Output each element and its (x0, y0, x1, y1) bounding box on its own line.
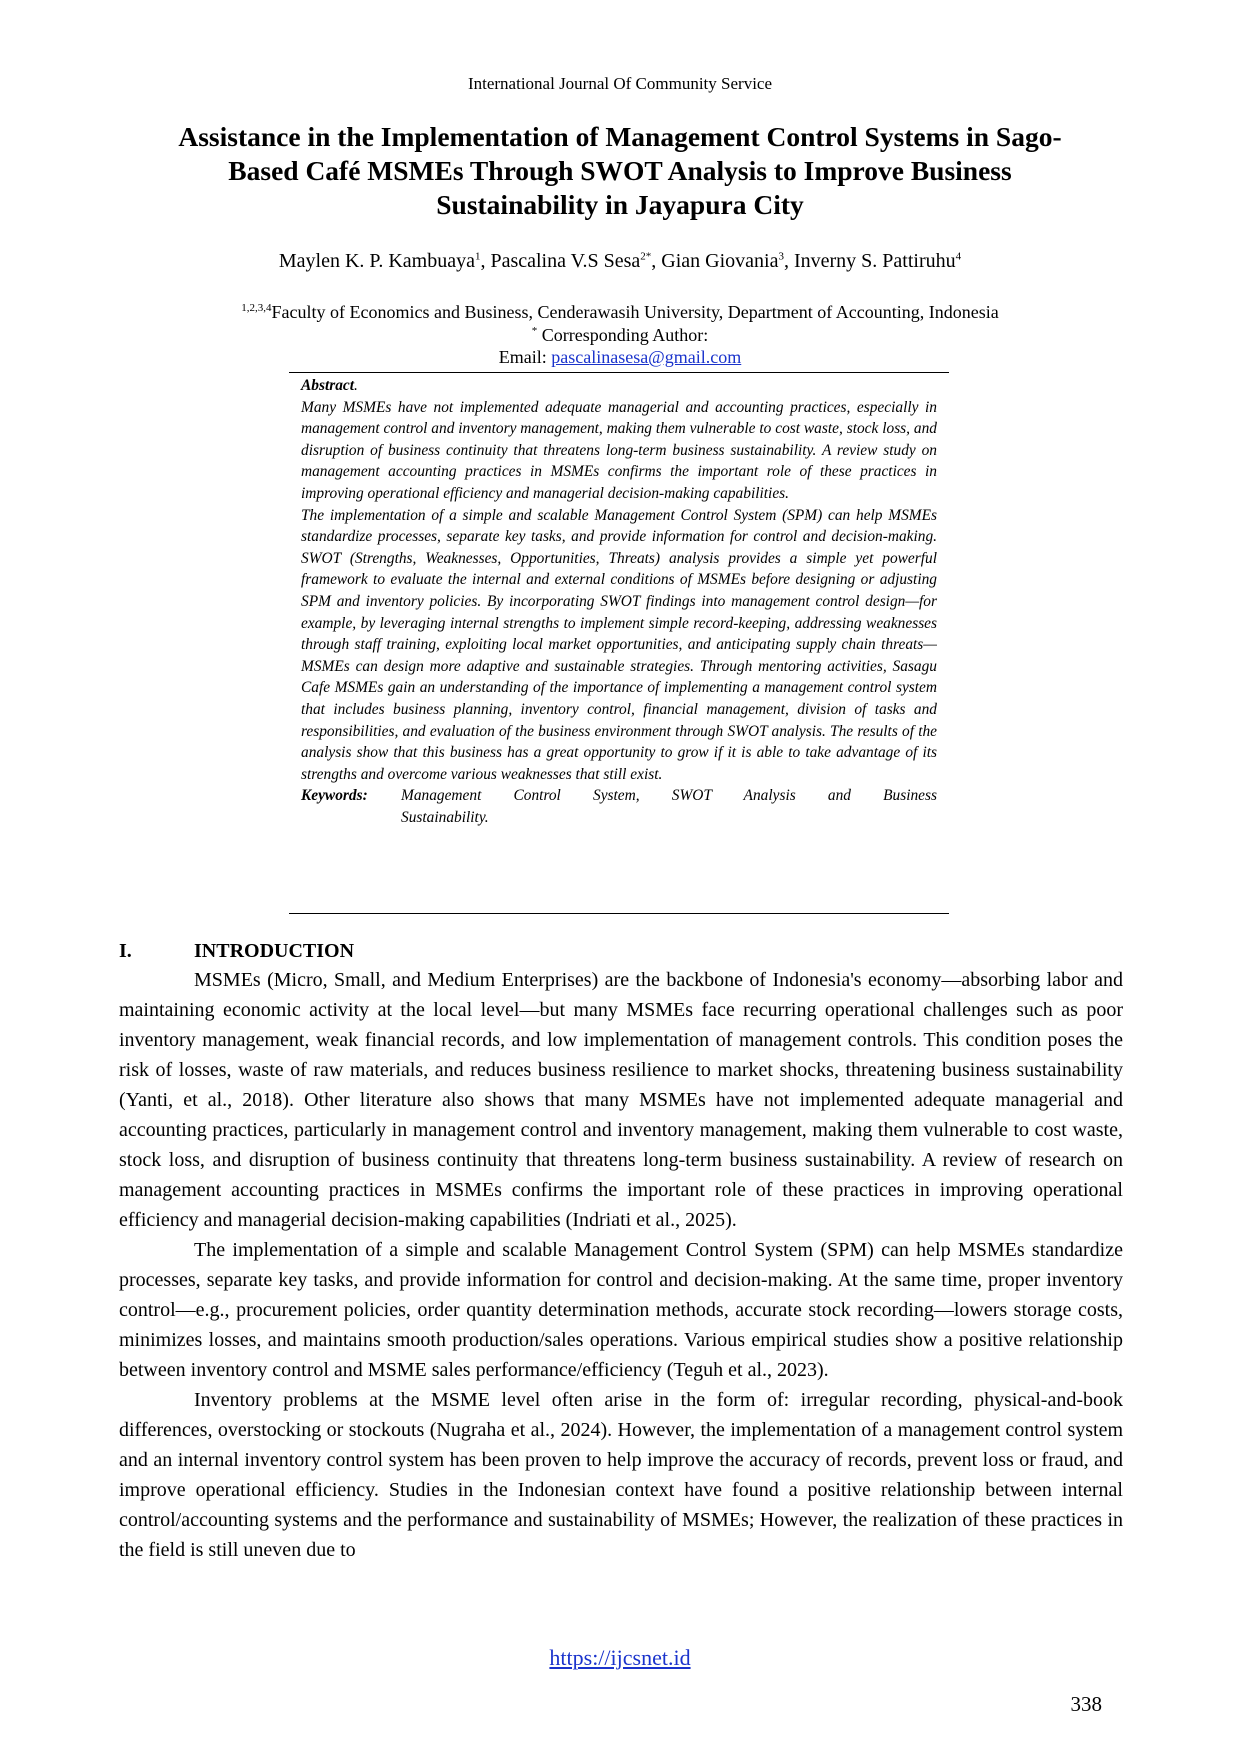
body-paragraph: The implementation of a simple and scalable Management Control System (SPM) can help MSMEs standardize processes, separate key tasks, and provide information for control and decision-making. At the same time, proper inventory control—e.g., procurement policies, order quantity determination methods, accurate stock recording—lowers storage costs, minimizes losses, and maintains smooth production/sales operations. Various empirical studies show a positive relationship between inventory control and MSME sales performance/efficiency (Teguh et al., 2023). (119, 1239, 1123, 1381)
footer-url (0, 1645, 1240, 1671)
email-link[interactable]: pascalinasesa@gmail.com (551, 347, 742, 367)
abstract-paragraph: Many MSMEs have not implemented adequate managerial and accounting practices, especially in management control and inventory management, making them vulnerable to cost waste, stock loss, and disruption of business continuity that threatens long-term business sustainability. A review study on management accounting practices in MSMEs confirms the important role of these practices in improving operational efficiency and managerial decision-making capabilities. (301, 398, 937, 502)
keywords-text-continued: Sustainability. (401, 808, 489, 826)
affiliation-text: Faculty of Economics and Business, Cenderawasih University, Department of Accounting, Indonesia (271, 302, 999, 322)
keywords-label: Keywords: (301, 787, 368, 805)
paper-title (130, 120, 1110, 222)
keywords-text: Management Control System, SWOT Analysis and Business (401, 787, 937, 805)
email-line (0, 346, 1240, 369)
author-list: Maylen K. P. Kambuaya$^1$, Pascalina V.S Sesa$^{2*}$, Gian Giovania$^3$, Inverny S. Pattiruhu$^4$ (278, 250, 962, 272)
journal-header: International Journal Of Community Service (467, 74, 773, 93)
corresponding-label: Corresponding Author: (537, 324, 709, 345)
author-affiliation-mark: 2* (640, 250, 652, 263)
abstract-content (301, 375, 937, 828)
affiliation-mark: 1,2,3,4 (241, 302, 272, 314)
abstract-heading: Abstract. (301, 377, 358, 394)
abstract-label: Abstract (301, 377, 355, 394)
author-affiliation-mark: 3 (778, 250, 784, 263)
abstract-paragraph: The implementation of a simple and scalable Management Control System (SPM) can help MSMEs standardize processes, separate key tasks, and provide information for control and decision-making. SWOT (Strengths, Weaknesses, Opportunities, Threats) analysis provides a simple yet powerful framework to evaluate the internal and external conditions of MSMEs before designing or adjusting SPM and inventory policies. By incorporating SWOT findings into management control design—for example, by leveraging internal strengths to implement simple record-keeping, addressing weaknesses through staff training, exploiting local market opportunities, and anticipating supply chain threats—MSMEs can design more adaptive and sustainable strategies. Through mentoring activities, Sasagu Cafe MSMEs gain an understanding of the importance of implementing a management control system that includes business planning, inventory control, financial management, division of tasks and responsibilities, and evaluation of the business environment through SWOT analysis. The results of the analysis show that this business has a great opportunity to grow if it is able to take advantage of its strengths and overcome various weaknesses that still exist. (301, 506, 937, 783)
section-heading (119, 940, 354, 963)
affiliation-block (0, 301, 1240, 369)
author-name: Gian Giovania (661, 250, 779, 272)
body-paragraph: MSMEs (Micro, Small, and Medium Enterprises) are the backbone of Indonesia's economy—absorbing labor and maintaining economic activity at the local level—but many MSMEs face recurring operational challenges such as poor inventory management, weak financial records, and low implementation of management controls. This condition poses the risk of losses, waste of raw materials, and reduces business resilience to market shocks, threatening business sustainability (Yanti, et al., 2018). Other literature also shows that many MSMEs have not implemented adequate managerial and accounting practices, particularly in management control and inventory management, making them vulnerable to cost waste, stock loss, and disruption of business continuity that threatens long-term business sustainability. A review of research on management accounting practices in MSMEs confirms the important role of these practices in improving operational efficiency and managerial decision-making capabilities (Indriati et al., 2025). (119, 969, 1123, 1231)
author-affiliation-mark: 1 (474, 250, 481, 263)
author-affiliation-mark: 4 (955, 250, 962, 263)
title-line: Based Café MSMEs Through SWOT Analysis to Improve Business (228, 155, 1012, 186)
affiliation (0, 301, 1240, 324)
author-name: Maylen K. P. Kambuaya (278, 250, 475, 272)
body-paragraph: Inventory problems at the MSME level often arise in the form of: irregular recording, physical-and-book differences, overstocking or stockouts (Nugraha et al., 2024). However, the implementation of a management control system and an internal inventory control system has been proven to help improve the accuracy of records, prevent loss or fraud, and improve operational efficiency. Studies in the Indonesian context have found a positive relationship between internal control/accounting systems and the performance and sustainability of MSMEs; However, the realization of these practices in the field is still uneven due to (119, 1389, 1123, 1561)
section-number: I. (119, 940, 132, 962)
corresponding-author (0, 324, 1240, 347)
email-label: Email: (498, 347, 552, 367)
body-text (119, 965, 1123, 1565)
title-line: Sustainability in Jayapura City (436, 189, 804, 220)
abstract-box (289, 372, 949, 914)
page-number: 338 (1070, 1692, 1102, 1716)
keywords-row (301, 785, 937, 807)
title-line: Assistance in the Implementation of Management Control Systems in Sago- (178, 121, 1062, 152)
section-title: INTRODUCTION (194, 940, 355, 962)
footer-link[interactable]: https://ijcsnet.id (549, 1645, 691, 1670)
author-name: Pascalina V.S Sesa (490, 250, 641, 272)
author-name: Inverny S. Pattiruhu (793, 250, 956, 272)
corresponding-mark: * (531, 324, 538, 337)
